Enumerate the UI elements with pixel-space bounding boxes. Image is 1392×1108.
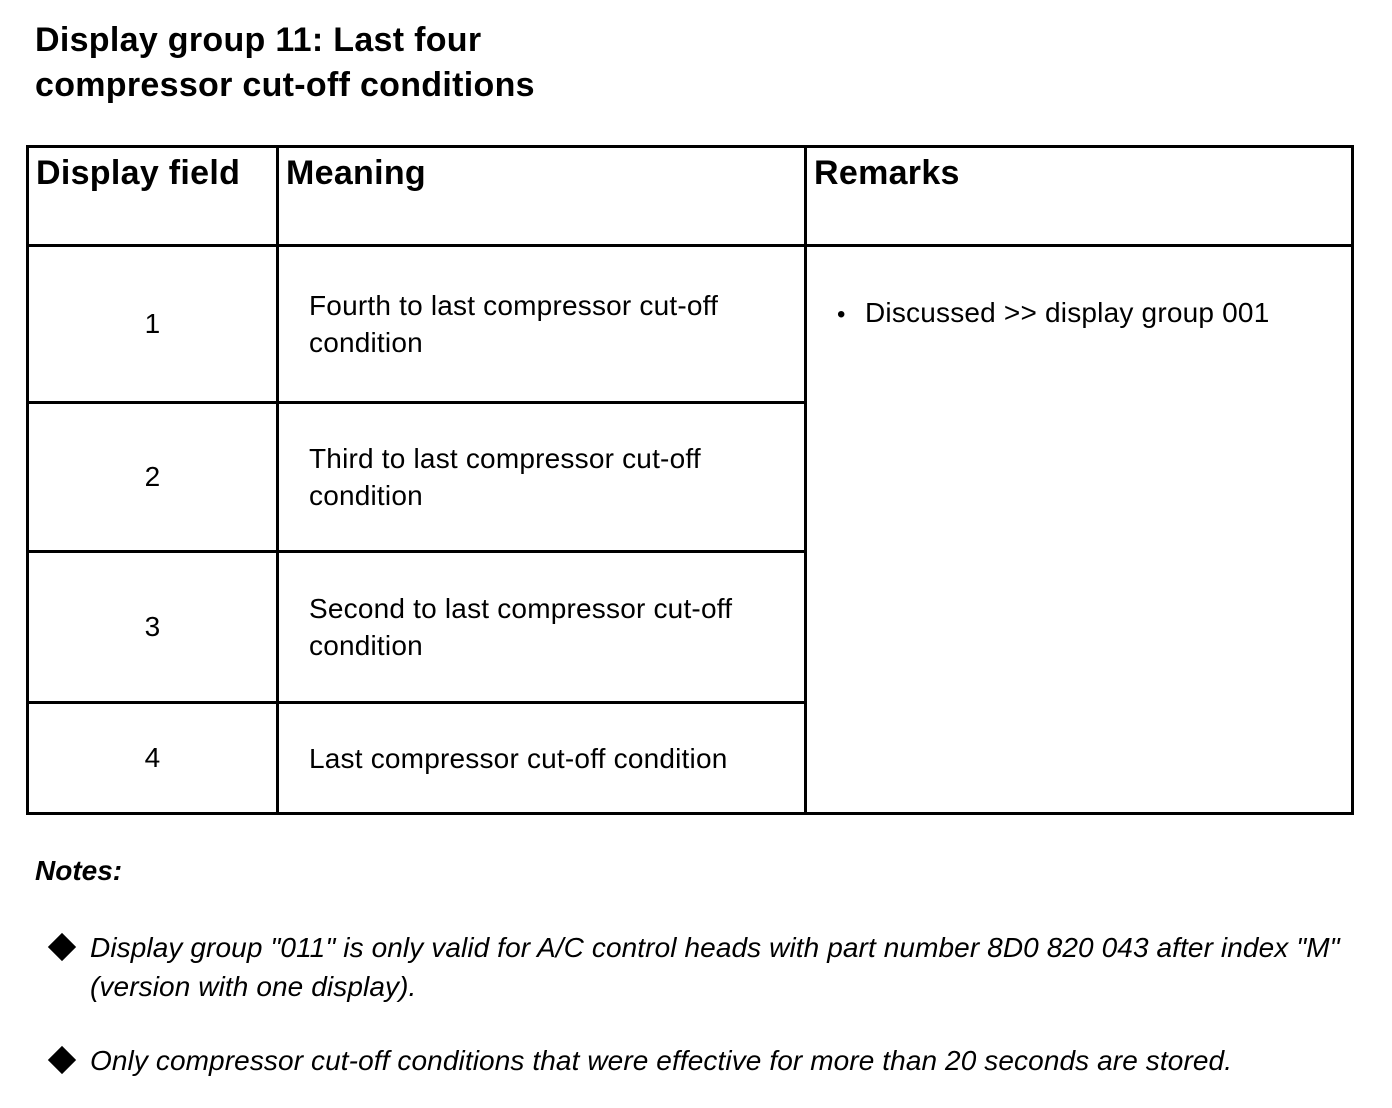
- diamond-bullet-icon: [48, 1046, 76, 1074]
- meaning-cell: Second to last compressor cut-off condition: [278, 552, 806, 703]
- page-title-line-1: Display group 11: Last four: [35, 21, 482, 59]
- notes-heading: Notes:: [35, 855, 123, 886]
- header-display-field: Display field: [28, 147, 278, 246]
- display-field-cell: 1: [28, 246, 278, 403]
- remarks-cell: [806, 246, 1353, 814]
- note-text: Only compressor cut-off conditions that were effective for more than 20 seconds are stored.: [90, 1045, 1233, 1076]
- remark-text: Discussed >> display group 001: [865, 297, 1270, 328]
- display-field-cell: 4: [28, 703, 278, 814]
- page-title: [35, 18, 755, 108]
- page-title-line-2: compressor cut-off conditions: [35, 66, 535, 104]
- table-row: [28, 246, 1353, 403]
- display-group-table: [26, 145, 1354, 815]
- diamond-bullet-icon: [48, 933, 76, 961]
- header-remarks: Remarks: [806, 147, 1353, 246]
- display-field-cell: 3: [28, 552, 278, 703]
- header-meaning: Meaning: [278, 147, 806, 246]
- table-header-row: [28, 147, 1353, 246]
- remark-item: [837, 294, 1341, 333]
- display-field-cell: 2: [28, 403, 278, 552]
- meaning-cell: Third to last compressor cut-off condition: [278, 403, 806, 552]
- note-item: [46, 928, 1346, 1006]
- meaning-cell: Fourth to last compressor cut-off condition: [278, 246, 806, 403]
- note-item: [46, 1041, 1346, 1080]
- meaning-cell: Last compressor cut-off condition: [278, 703, 806, 814]
- note-text: Display group "011" is only valid for A/C control heads with part number 8D0 820 043 after index "M" (version with one display).: [90, 932, 1340, 1002]
- bullet-icon: •: [837, 301, 846, 328]
